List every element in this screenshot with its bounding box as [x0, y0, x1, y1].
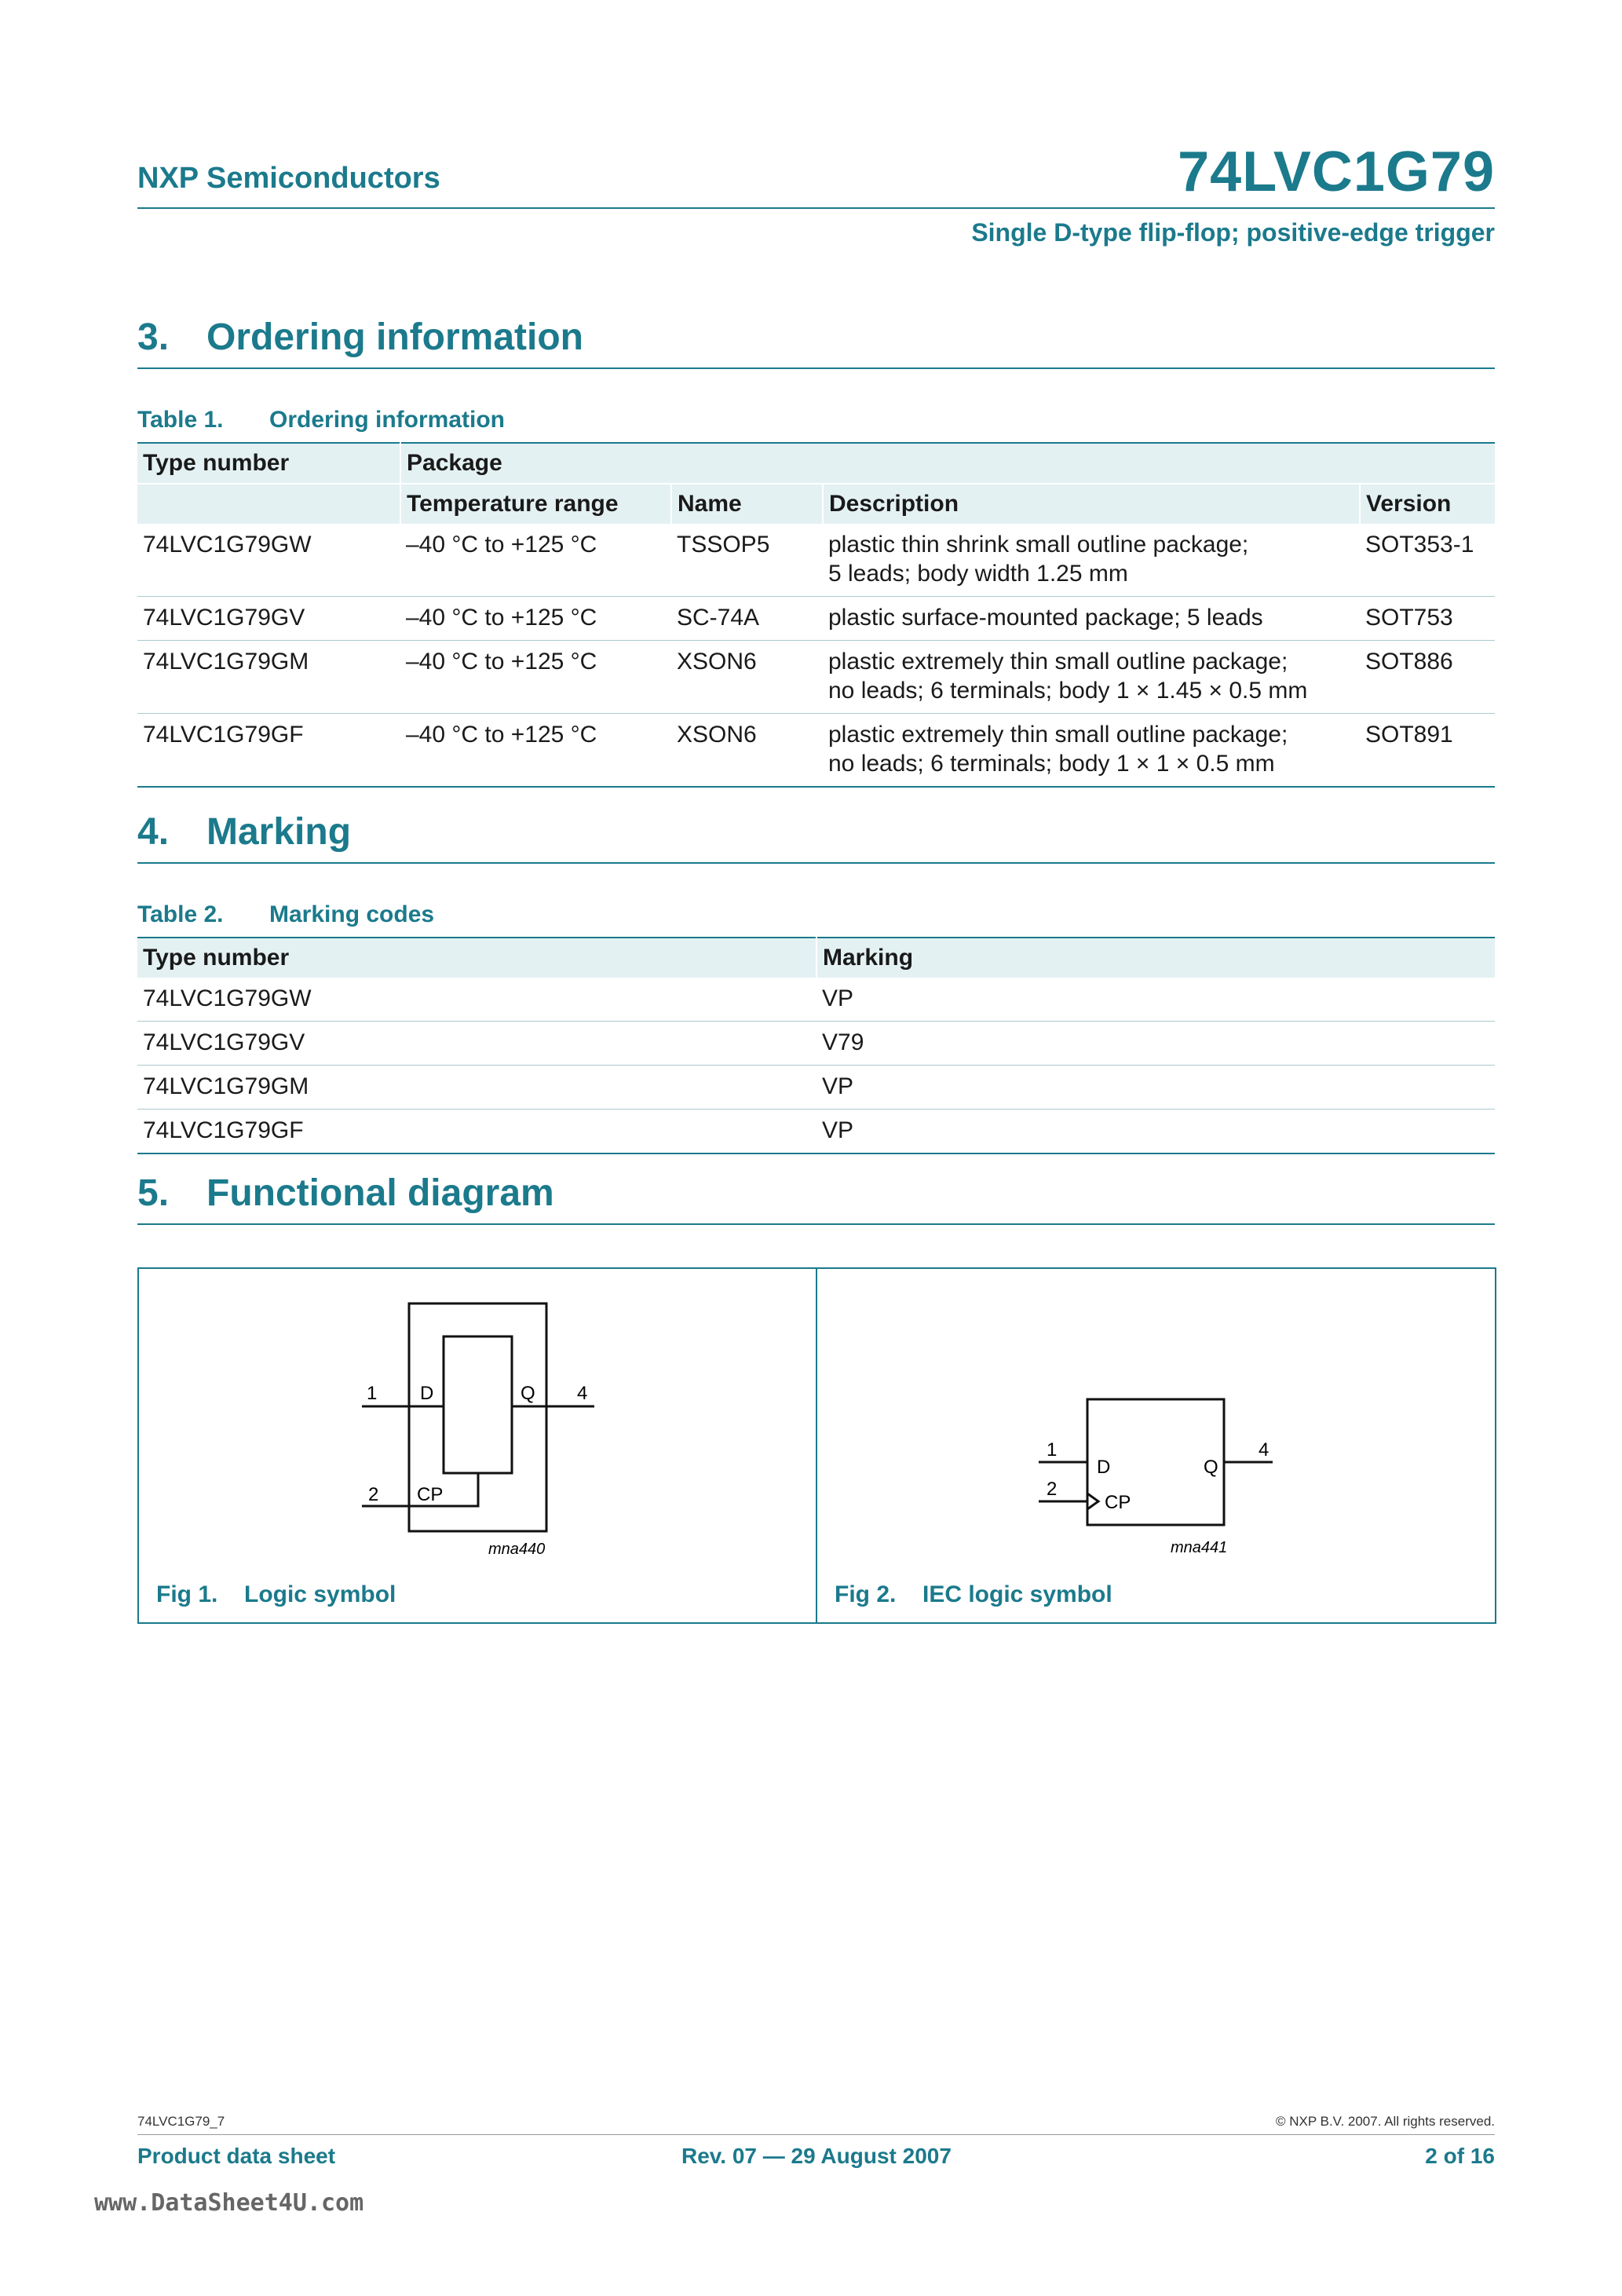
cell-temp: –40 °C to +125 °C — [400, 597, 671, 641]
header-type-number: Type number — [137, 938, 816, 978]
cell-name: XSON6 — [671, 641, 823, 714]
desc-line: plastic extremely thin small outline package; — [828, 649, 1288, 675]
cell-version: SOT753 — [1360, 597, 1495, 641]
q-label: Q — [521, 1383, 535, 1404]
figure-box — [137, 1267, 1496, 1624]
table-title: Marking codes — [269, 901, 435, 927]
table-row — [137, 1110, 1495, 1154]
cell-type: 74LVC1G79GM — [137, 641, 400, 714]
section-functional-heading — [137, 1172, 554, 1215]
figure-title: IEC logic symbol — [922, 1581, 1112, 1607]
table-row — [137, 641, 1495, 714]
section-number: 4. — [137, 811, 170, 853]
cell-marking: V79 — [816, 1022, 1495, 1066]
q-label: Q — [1204, 1457, 1218, 1478]
pin-2-label: 2 — [1047, 1479, 1058, 1500]
cell-type: 74LVC1G79GM — [137, 1066, 816, 1110]
section-rule — [137, 862, 1495, 864]
section-marking-heading — [137, 810, 351, 854]
header-rule — [137, 207, 1495, 209]
header-package: Package — [400, 443, 1495, 484]
cell-version: SOT891 — [1360, 714, 1495, 788]
cell-type: 74LVC1G79GF — [137, 1110, 816, 1154]
desc-line: plastic thin shrink small outline package; — [828, 532, 1249, 558]
figure-ref: mna441 — [1171, 1539, 1228, 1556]
figure-title: Logic symbol — [244, 1581, 396, 1607]
header-empty — [137, 484, 400, 524]
pin-4-label: 4 — [1259, 1439, 1269, 1461]
header-name: Name — [671, 484, 823, 524]
cell-marking: VP — [816, 1066, 1495, 1110]
document-type: Product data sheet — [137, 2144, 336, 2168]
section-title: Functional diagram — [206, 1172, 554, 1214]
footer-rule — [137, 2134, 1495, 2135]
cell-type: 74LVC1G79GF — [137, 714, 400, 788]
pin-4-label: 4 — [577, 1383, 588, 1404]
table-subheader-row — [137, 484, 1495, 524]
table-row — [137, 597, 1495, 641]
table-header-row — [137, 938, 1495, 978]
table1-caption — [137, 407, 505, 433]
section-rule — [137, 1223, 1495, 1225]
part-number: 74LVC1G79 — [1178, 141, 1495, 203]
header-type-number: Type number — [137, 443, 400, 484]
table-row — [137, 978, 1495, 1022]
table-row — [137, 524, 1495, 597]
page-number: 2 of 16 — [1425, 2144, 1495, 2168]
cell-temp: –40 °C to +125 °C — [400, 641, 671, 714]
figure-ref: mna440 — [488, 1541, 546, 1558]
fig2-caption — [835, 1581, 1112, 1608]
cell-marking: VP — [816, 1110, 1495, 1154]
desc-line: no leads; 6 terminals; body 1 × 1 × 0.5 mm — [828, 751, 1275, 777]
cell-description — [823, 524, 1360, 597]
desc-line: 5 leads; body width 1.25 mm — [828, 561, 1128, 587]
d-label: D — [1097, 1457, 1111, 1478]
desc-line: no leads; 6 terminals; body 1 × 1.45 × 0.5 mm — [828, 678, 1308, 704]
marking-table — [137, 937, 1495, 1154]
cell-description — [823, 714, 1360, 788]
section-ordering-heading — [137, 316, 583, 359]
pin-1-label: 1 — [367, 1383, 378, 1404]
cell-version: SOT886 — [1360, 641, 1495, 714]
cell-description — [823, 641, 1360, 714]
table2-caption — [137, 901, 434, 928]
desc-line: plastic extremely thin small outline package; — [828, 722, 1288, 748]
table-number: Table 1. — [137, 407, 224, 433]
cell-name: TSSOP5 — [671, 524, 823, 597]
cell-type: 74LVC1G79GV — [137, 1022, 816, 1066]
logic-symbol-diagram — [139, 1269, 816, 1599]
section-title: Ordering information — [206, 316, 583, 358]
document-id: 74LVC1G79_7 — [137, 2114, 225, 2129]
header-description: Description — [823, 484, 1360, 524]
cell-type: 74LVC1G79GV — [137, 597, 400, 641]
header-temperature-range: Temperature range — [400, 484, 671, 524]
clock-triangle-icon — [1087, 1493, 1098, 1509]
iec-logic-symbol-diagram — [817, 1269, 1494, 1599]
cell-name: XSON6 — [671, 714, 823, 788]
device-subtitle: Single D-type flip-flop; positive-edge trigger — [971, 218, 1495, 247]
section-number: 3. — [137, 316, 170, 358]
watermark-link[interactable]: www.DataSheet4U.com — [94, 2189, 364, 2217]
inner-box — [444, 1336, 512, 1473]
section-title: Marking — [206, 811, 352, 853]
pin-2-label: 2 — [368, 1484, 379, 1505]
copyright: © NXP B.V. 2007. All rights reserved. — [1275, 2114, 1495, 2129]
figure-number: Fig 1. — [156, 1581, 218, 1607]
table-row — [137, 1022, 1495, 1066]
section-rule — [137, 367, 1495, 369]
cp-label: CP — [417, 1484, 444, 1505]
d-label: D — [420, 1383, 434, 1404]
fig1-caption — [156, 1581, 396, 1608]
ordering-table — [137, 442, 1495, 788]
table-title: Ordering information — [269, 407, 505, 433]
cell-name: SC-74A — [671, 597, 823, 641]
company-name: NXP Semiconductors — [137, 162, 440, 195]
cell-marking: VP — [816, 978, 1495, 1022]
cell-type: 74LVC1G79GW — [137, 978, 816, 1022]
cell-description: plastic surface-mounted package; 5 leads — [823, 597, 1360, 641]
cell-temp: –40 °C to +125 °C — [400, 714, 671, 788]
table-header-row — [137, 443, 1495, 484]
table-number: Table 2. — [137, 901, 224, 927]
figure-number: Fig 2. — [835, 1581, 897, 1607]
cell-type: 74LVC1G79GW — [137, 524, 400, 597]
cell-temp: –40 °C to +125 °C — [400, 524, 671, 597]
header-version: Version — [1360, 484, 1495, 524]
table-row — [137, 1066, 1495, 1110]
table-row — [137, 714, 1495, 788]
section-number: 5. — [137, 1172, 170, 1214]
cell-version: SOT353-1 — [1360, 524, 1495, 597]
revision: Rev. 07 — 29 August 2007 — [681, 2144, 952, 2168]
cp-label: CP — [1105, 1492, 1131, 1513]
pin-1-label: 1 — [1047, 1439, 1058, 1461]
header-marking: Marking — [816, 938, 1495, 978]
